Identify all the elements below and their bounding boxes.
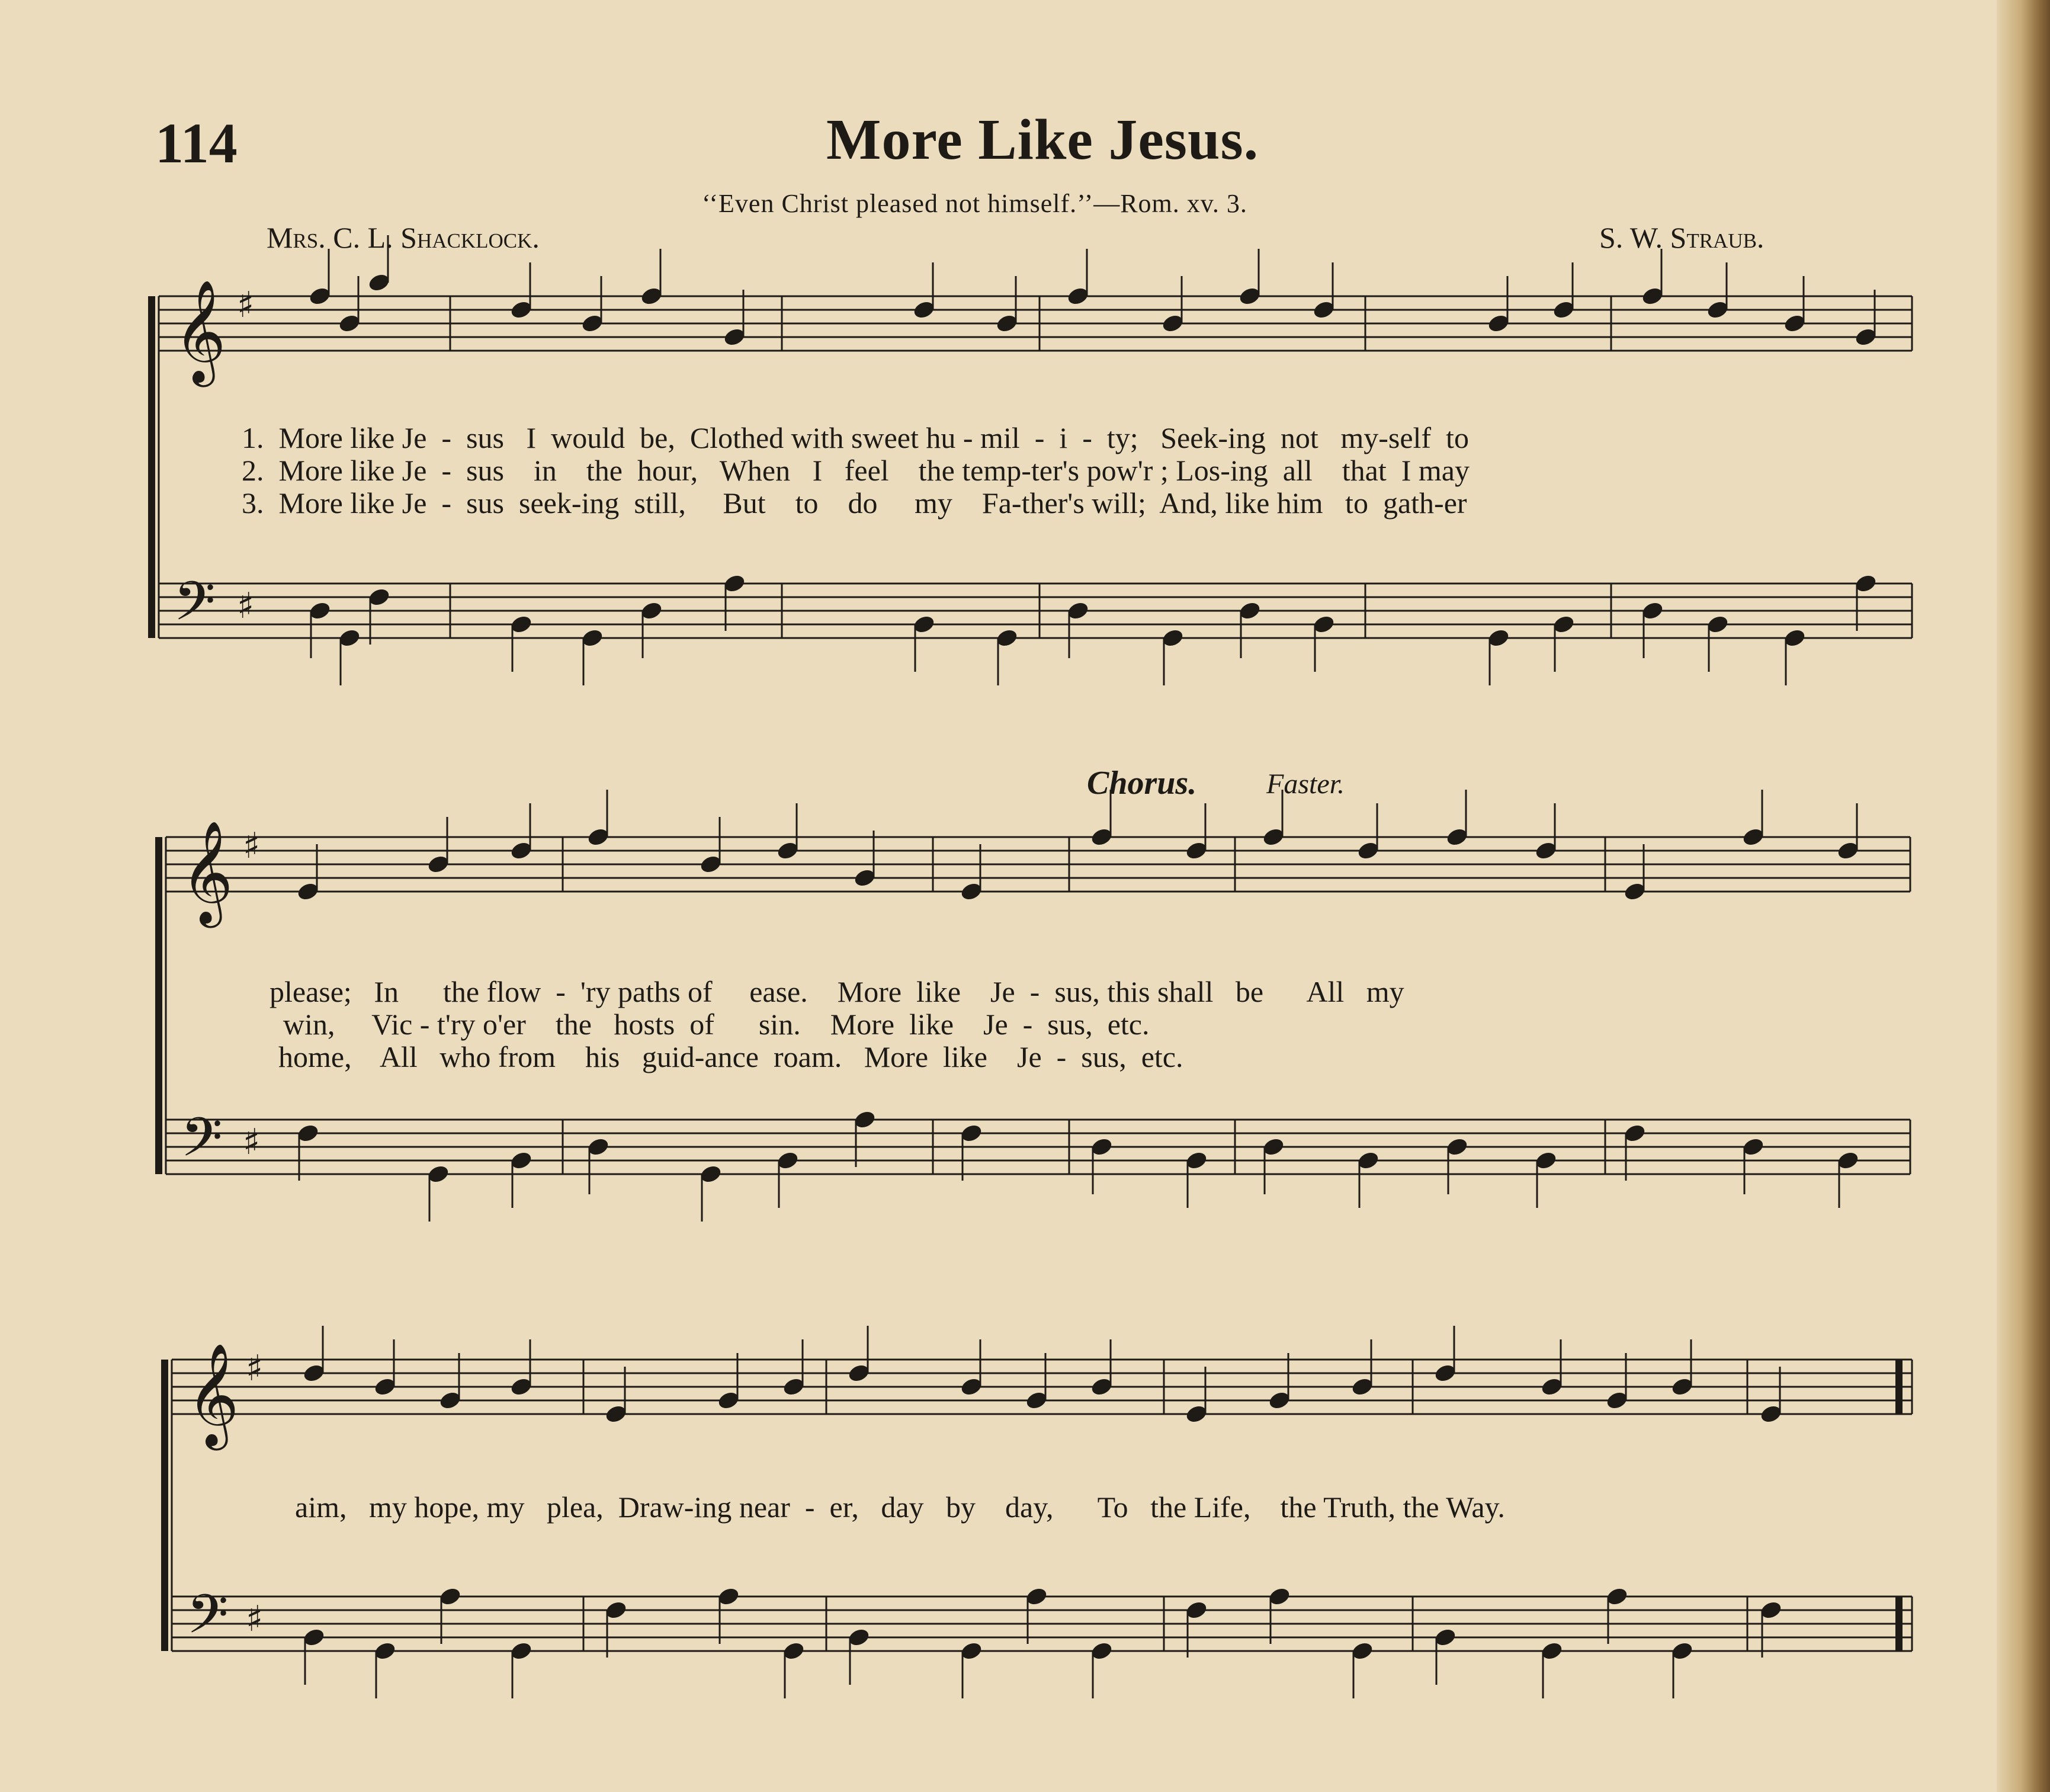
- bass-clef-icon: 𝄢: [174, 570, 216, 646]
- lyric-line-2-1: please; In the flow - 'ry paths of ease. More like Je - sus, this shall be All my: [270, 975, 1404, 1008]
- sharp-icon: ♯: [243, 1121, 261, 1163]
- lyric-line-1-2: 2. More like Je - sus in the hour, When I feel the temp-ter's pow'r ; Los-ing all that I may: [242, 454, 1470, 487]
- sharp-icon: ♯: [237, 585, 255, 627]
- sharp-icon: ♯: [246, 1348, 264, 1389]
- page-number: 114: [155, 111, 238, 175]
- lyric-line-2-2: win, Vic - t'ry o'er the hosts of sin. More like Je - sus, etc.: [283, 1008, 1150, 1041]
- epigraph: ‘‘Even Christ pleased not himself.’’—Rom. xv. 3.: [702, 189, 1247, 218]
- bass-clef-icon: 𝄢: [181, 1106, 223, 1182]
- sharp-icon: ♯: [246, 1598, 264, 1640]
- lyric-line-1-1: 1. More like Je - sus I would be, Clothed with sweet hu - mil - i - ty; Seek-ing not my-self to: [242, 421, 1469, 454]
- tempo-marking: Faster.: [1266, 768, 1345, 800]
- sharp-icon: ♯: [243, 825, 261, 867]
- sharp-icon: ♯: [237, 284, 255, 326]
- composer-credit: S. W. Straub.: [1599, 221, 1765, 254]
- treble-clef-icon: 𝄞: [187, 1343, 239, 1446]
- author-credit: Mrs. C. L. Shacklock.: [267, 221, 540, 254]
- hymn-title: More Like Jesus.: [826, 108, 1259, 172]
- treble-clef-icon: 𝄞: [181, 820, 233, 924]
- lyric-line-2-3: home, All who from his guid-ance roam. More like Je - sus, etc.: [278, 1040, 1183, 1073]
- treble-clef-icon: 𝄞: [174, 280, 226, 383]
- bass-clef-icon: 𝄢: [187, 1583, 229, 1659]
- chorus-marking: Chorus.: [1087, 765, 1197, 802]
- lyric-line-3-1: aim, my hope, my plea, Draw-ing near - er, day by day, To the Life, the Truth, the Way.: [295, 1490, 1505, 1524]
- lyric-line-1-3: 3. More like Je - sus seek-ing still, But to do my Fa-ther's will; And, like him to gath-er: [242, 486, 1467, 520]
